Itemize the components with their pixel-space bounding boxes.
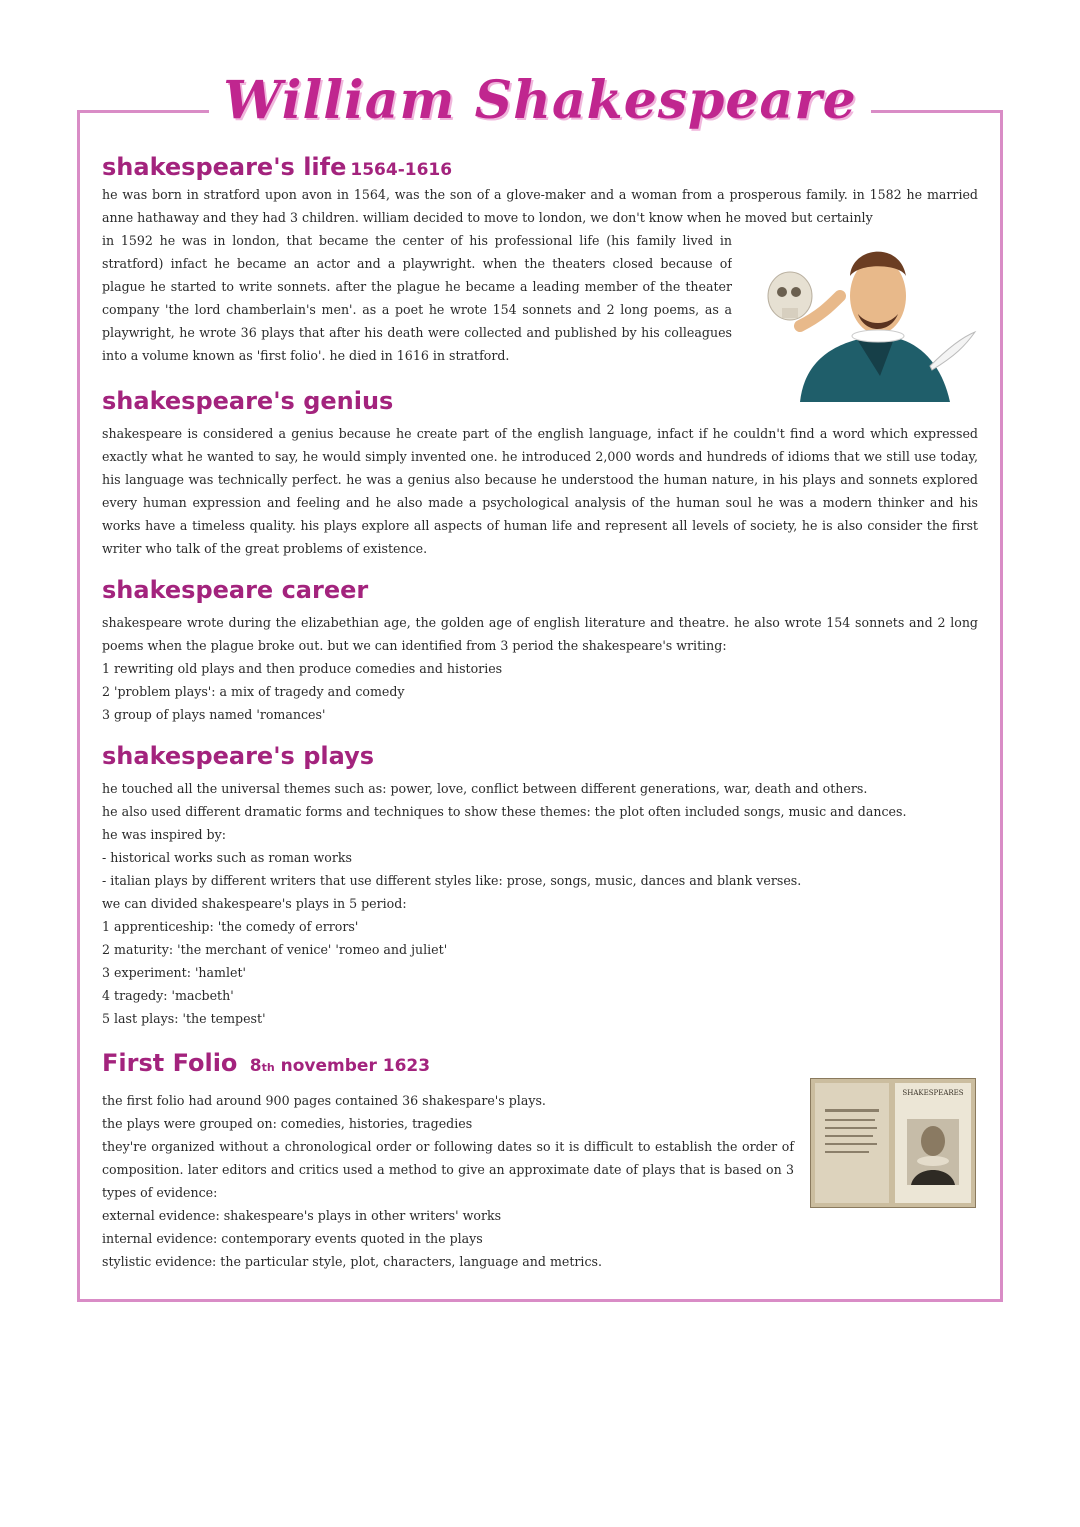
life-text-wrap xyxy=(102,229,978,369)
plays-line: 1 apprenticeship: 'the comedy of errors' xyxy=(102,919,359,934)
life-heading: shakespeare's life 1564-1616 xyxy=(102,153,453,181)
career-item: 3 group of plays named 'romances' xyxy=(102,707,326,722)
plays-line: he also used different dramatic forms and techniques to show these themes: the plot often included songs, music and dances. xyxy=(102,804,907,819)
life-text: he was born in stratford upon avon in 1564, was the son of a glove-maker and a woman from a prosperous family. in 1582 he married anne hathaway and they had 3 children. william decided to move to london, we don't know when he moved but certainly xyxy=(102,187,978,225)
folio-line: stylistic evidence: the particular style, plot, characters, language and metrics. xyxy=(102,1254,602,1269)
plays-line: he was inspired by: xyxy=(102,827,226,842)
folio-image-title: SHAKESPEARES xyxy=(902,1089,964,1097)
folio-line: external evidence: shakespeare's plays in other writers' works xyxy=(102,1208,502,1223)
folio-line: the plays were grouped on: comedies, histories, tragedies xyxy=(102,1116,473,1131)
section-genius xyxy=(102,386,978,560)
folio-line: the first folio had around 900 pages contained 36 shakespare's plays. xyxy=(102,1093,546,1108)
page-title: William Shakespeare xyxy=(0,70,1080,131)
plays-line: 4 tragedy: 'macbeth' xyxy=(102,988,234,1003)
plays-line: we can divided shakespeare's plays in 5 period: xyxy=(102,896,407,911)
career-heading: shakespeare career xyxy=(102,576,369,604)
plays-line: - italian plays by different writers that use different styles like: prose, songs, music, dances and blank verses. xyxy=(102,873,802,888)
section-plays xyxy=(102,741,978,1030)
plays-line: 2 maturity: 'the merchant of venice' 'romeo and juliet' xyxy=(102,942,448,957)
section-career xyxy=(102,575,978,726)
plays-heading: shakespeare's plays xyxy=(102,742,374,770)
career-text: shakespeare wrote during the elizabethian age, the golden age of english literature and theatre. he also wrote 154 sonnets and 2 long poems when the plague broke out. but we can identified from 3 period the shakespeare's writing: xyxy=(102,615,978,653)
first-folio-photo xyxy=(810,1078,976,1208)
folio-heading: First Folio 8th november 1623 xyxy=(102,1049,431,1077)
career-item: 2 'problem plays': a mix of tragedy and comedy xyxy=(102,684,405,699)
career-item: 1 rewriting old plays and then produce comedies and histories xyxy=(102,661,503,676)
genius-text: shakespeare is considered a genius because he create part of the english language, infact if he couldn't find a word which expressed exactly what he wanted to say, he would simply invented one. he introduced 2,000 words and hundreds of idioms that we still use today, his language was technically perfect. he was a genius also because he understood the human nature, in his plays and sonnets explored every human expression and feeling and he also made a psychological analysis of the human soul he was a modern thinker and his works have a timeless quality. his plays explore all aspects of human life and represent all levels of society, he is also consider the first writer who talk of the great problems of existence. xyxy=(102,426,978,556)
folio-line: internal evidence: contemporary events quoted in the plays xyxy=(102,1231,483,1246)
folio-line: they're organized without a chronological order or following dates so it is difficult to establish the order of composition. later editors and critics used a method to give an approximate date of plays that is based on 3 types of evidence: xyxy=(102,1139,794,1200)
plays-line: 5 last plays: 'the tempest' xyxy=(102,1011,266,1026)
genius-heading: shakespeare's genius xyxy=(102,387,394,415)
plays-line: he touched all the universal themes such as: power, love, conflict between different generations, war, death and others. xyxy=(102,781,868,796)
plays-line: - historical works such as roman works xyxy=(102,850,352,865)
life-text-continued: in 1592 he was in london, that became the center of his professional life (his family lived in stratford) infact he became an actor and a playwright. when the theaters closed because of plague he started to write sonnets. after the plague he became a leading member of the theater company 'the lord chamberlain's men'. as a poet he wrote 154 sonnets and 2 long poems, as a playwright, he wrote 36 plays that after his death were collected and published by his colleagues into a volume known as 'first folio'. he died in 1616 in stratford. xyxy=(102,233,732,363)
life-text-block xyxy=(102,183,978,229)
plays-line: 3 experiment: 'hamlet' xyxy=(102,965,246,980)
